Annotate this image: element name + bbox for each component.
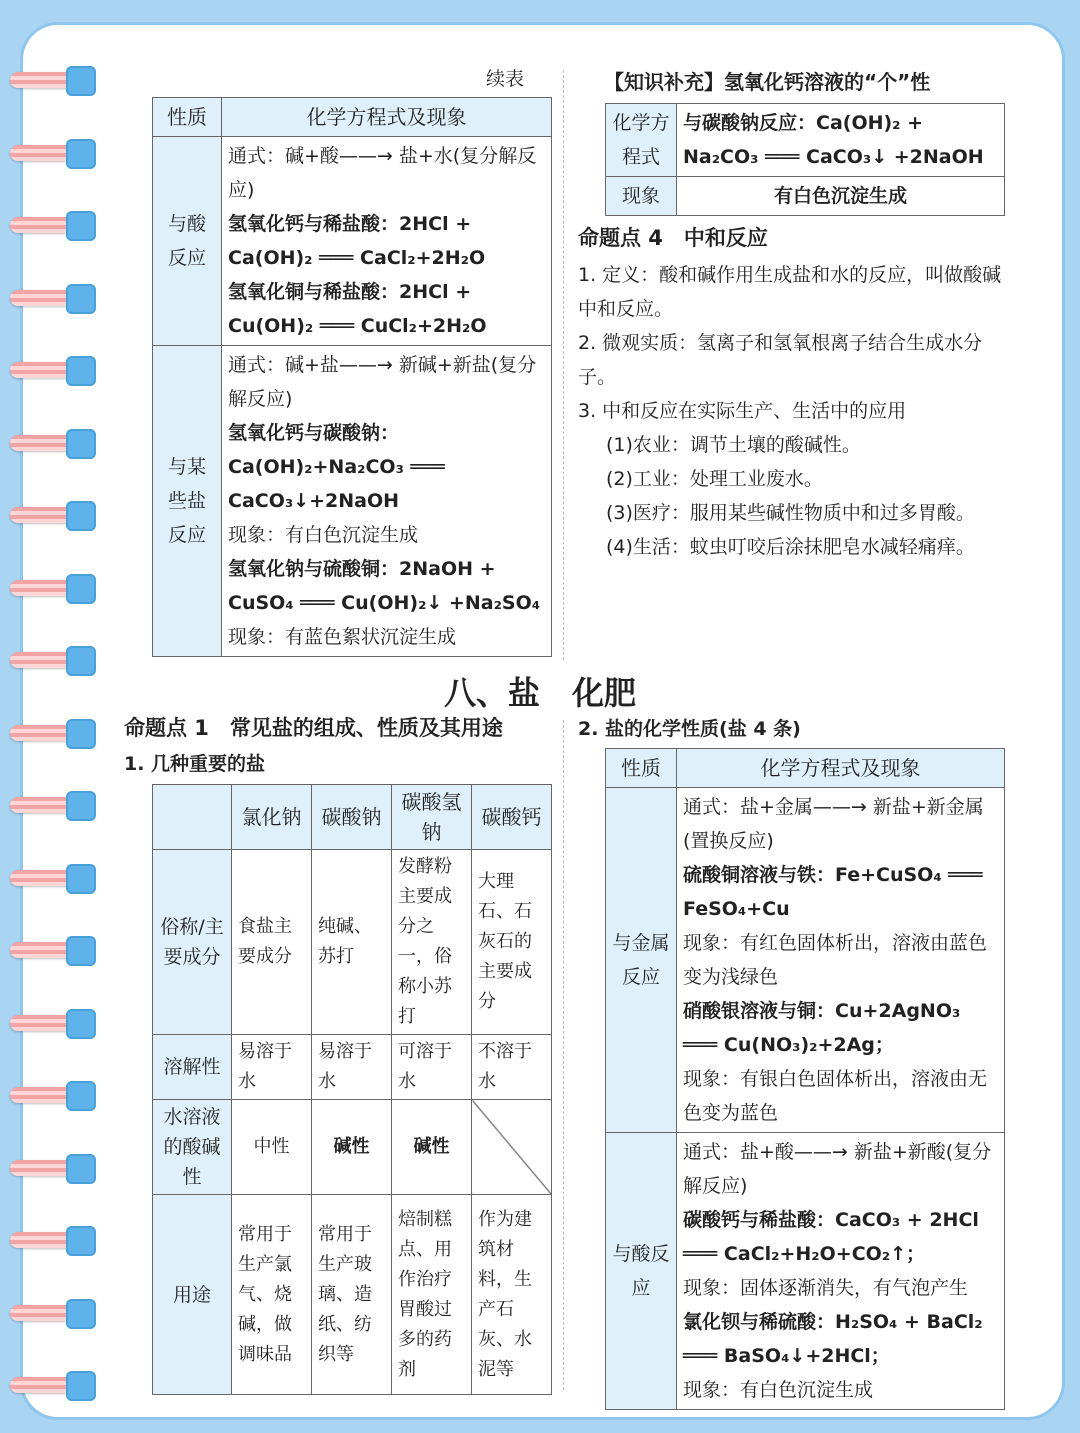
salts-cell-diagonal [472, 1100, 552, 1195]
row-label: 与金属反应 [606, 788, 677, 1133]
phenomenon-line: 现象：有白色沉淀生成 [228, 524, 419, 546]
salts-cell: 纯碱、苏打 [312, 850, 392, 1035]
header-equation: 化学方程式及现象 [677, 749, 1005, 788]
binding-ring [10, 1081, 96, 1111]
row-label: 与酸反应 [606, 1133, 677, 1410]
phenomenon-line: 现象：有银白色固体析出，溶液由无色变为蓝色 [683, 1068, 988, 1124]
row-content [222, 137, 552, 346]
row-label: 与酸反应 [153, 137, 222, 346]
binding-ring [10, 1154, 96, 1184]
binding-ring [10, 574, 96, 604]
salts-row-label: 用途 [153, 1195, 232, 1395]
equation-line: 碳酸钙与稀盐酸：CaCO₃ + 2HCl ═══ CaCl₂+H₂O+CO₂↑； [683, 1209, 979, 1265]
continuation-label: 续表 [486, 68, 525, 90]
binding-ring [10, 719, 96, 749]
supplement-eq-label: 化学方程式 [606, 104, 677, 177]
supplement-phen-text: 有白色沉淀生成 [677, 177, 1005, 216]
row-content [222, 346, 552, 657]
binding-ring [10, 1371, 96, 1401]
supplement-eq-text: 与碳酸钠反应：Ca(OH)₂ + Na₂CO₃ ═══ CaCO₃↓ +2NaOH [677, 104, 1005, 177]
topic4-app: (4)生活：蚊虫叮咬后涂抹肥皂水减轻痛痒。 [606, 536, 975, 558]
equation-line: 氯化钡与稀硫酸：H₂SO₄ + BaCl₂ ═══ BaSO₄↓+2HCl； [683, 1311, 983, 1367]
salts-row-label: 溶解性 [153, 1035, 232, 1100]
topic4-item: 1. 定义：酸和碱作用生成盐和水的反应，叫做酸碱中和反应。 [578, 264, 1002, 320]
phenomenon-line: 现象：有红色固体析出，溶液由蓝色变为浅绿色 [683, 932, 988, 988]
equation-line: 氢氧化钙与稀盐酸：2HCl + Ca(OH)₂ ═══ CaCl₂+2H₂O [228, 213, 486, 269]
column-divider [563, 720, 564, 1390]
binding-ring [10, 864, 96, 894]
formula-line: 通式：碱+酸——→ 盐+水(复分解反应) [228, 145, 537, 201]
equation-line: 氢氧化钙与碳酸钠：Ca(OH)₂+Na₂CO₃ ═══ CaCO₃↓+2NaOH [228, 422, 445, 512]
salts-cell: 中性 [232, 1100, 312, 1195]
salts-cell: 大理石、石灰石的主要成分 [472, 850, 552, 1035]
salts-cell: 易溶于水 [312, 1035, 392, 1100]
salt-props-title: 2. 盐的化学性质(盐 4 条) [578, 718, 801, 740]
salts-cell: 食盐主要成分 [232, 850, 312, 1035]
salts-row-label: 俗称/主要成分 [153, 850, 232, 1035]
salts-cell: 不溶于水 [472, 1035, 552, 1100]
topic4-body [578, 258, 1008, 564]
binding-ring [10, 791, 96, 821]
topic1-title: 命题点 1 常见盐的组成、性质及其用途 [124, 716, 503, 740]
phenomenon-line: 现象：有白色沉淀生成 [683, 1379, 874, 1401]
topic4-title: 命题点 4 中和反应 [578, 226, 768, 250]
topic4-app: (2)工业：处理工业废水。 [606, 468, 823, 490]
salts-cell: 常用于生产氯气、烧碱，做调味品 [232, 1195, 312, 1395]
binding-ring [10, 284, 96, 314]
row-content [677, 1133, 1005, 1410]
formula-line: 通式：碱+盐——→ 新碱+新盐(复分解反应) [228, 354, 537, 410]
salts-cell: 可溶于水 [392, 1035, 472, 1100]
salts-header [153, 785, 232, 850]
row-content [677, 788, 1005, 1133]
supplement-table [605, 103, 1005, 216]
binding-ring [10, 139, 96, 169]
supplement-title: 【知识补充】氢氧化钙溶液的“个”性 [604, 70, 931, 94]
header-equation: 化学方程式及现象 [222, 98, 552, 137]
equation-line: 氢氧化钠与硫酸铜：2NaOH + CuSO₄ ═══ Cu(OH)₂↓ +Na₂SO₄ [228, 558, 541, 614]
salts-cell: 常用于生产玻璃、造纸、纺织等 [312, 1195, 392, 1395]
salts-row-label: 水溶液的酸碱性 [153, 1100, 232, 1195]
salt-props-table [605, 748, 1005, 1410]
binding-ring [10, 66, 96, 96]
row-label: 与某些盐反应 [153, 346, 222, 657]
header-property: 性质 [153, 98, 222, 137]
binding-ring [10, 211, 96, 241]
topic4-item: 2. 微观实质：氢离子和氢氧根离子结合生成水分子。 [578, 332, 983, 388]
equation-line: 氢氧化铜与稀盐酸：2HCl + Cu(OH)₂ ═══ CuCl₂+2H₂O [228, 281, 487, 337]
salts-cell: 易溶于水 [232, 1035, 312, 1100]
salts-header: 氯化钠 [232, 785, 312, 850]
binding-ring [10, 429, 96, 459]
formula-line: 通式：盐+酸——→ 新盐+新酸(复分解反应) [683, 1141, 992, 1197]
salts-header: 碳酸钙 [472, 785, 552, 850]
salts-header: 碳酸氢钠 [392, 785, 472, 850]
salts-table [152, 784, 552, 1395]
formula-line: 通式：盐+金属——→ 新盐+新金属(置换反应) [683, 796, 984, 852]
binding-ring [10, 501, 96, 531]
salts-header: 碳酸钠 [312, 785, 392, 850]
phenomenon-line: 现象：有蓝色絮状沉淀生成 [228, 626, 457, 648]
salts-cell: 焙制糕点、用作治疗胃酸过多的药剂 [392, 1195, 472, 1395]
column-divider [563, 70, 564, 660]
binding-ring [10, 1226, 96, 1256]
salts-cell: 作为建筑材料，生产石灰、水泥等 [472, 1195, 552, 1395]
section-title: 八、盐 化肥 [443, 674, 636, 712]
binding-ring [10, 1009, 96, 1039]
binding-ring [10, 356, 96, 386]
salts-cell: 碱性 [312, 1100, 392, 1195]
phenomenon-line: 现象：固体逐渐消失，有气泡产生 [683, 1277, 969, 1299]
equation-line: 硫酸铜溶液与铁：Fe+CuSO₄ ═══ FeSO₄+Cu [683, 864, 983, 920]
supplement-phen-label: 现象 [606, 177, 677, 216]
binding-ring [10, 936, 96, 966]
binding-ring [10, 1299, 96, 1329]
topic4-app: (3)医疗：服用某些碱性物质中和过多胃酸。 [606, 502, 975, 524]
acid-base-table [152, 97, 552, 657]
equation-line: 硝酸银溶液与铜：Cu+2AgNO₃ ═══ Cu(NO₃)₂+2Ag； [683, 1000, 961, 1056]
salts-cell: 碱性 [392, 1100, 472, 1195]
topic4-item: 3. 中和反应在实际生产、生活中的应用 [578, 400, 907, 422]
salts-cell: 发酵粉主要成分之一，俗称小苏打 [392, 850, 472, 1035]
topic4-app: (1)农业：调节土壤的酸碱性。 [606, 434, 861, 456]
header-property: 性质 [606, 749, 677, 788]
topic1-subtitle: 1. 几种重要的盐 [124, 753, 266, 775]
